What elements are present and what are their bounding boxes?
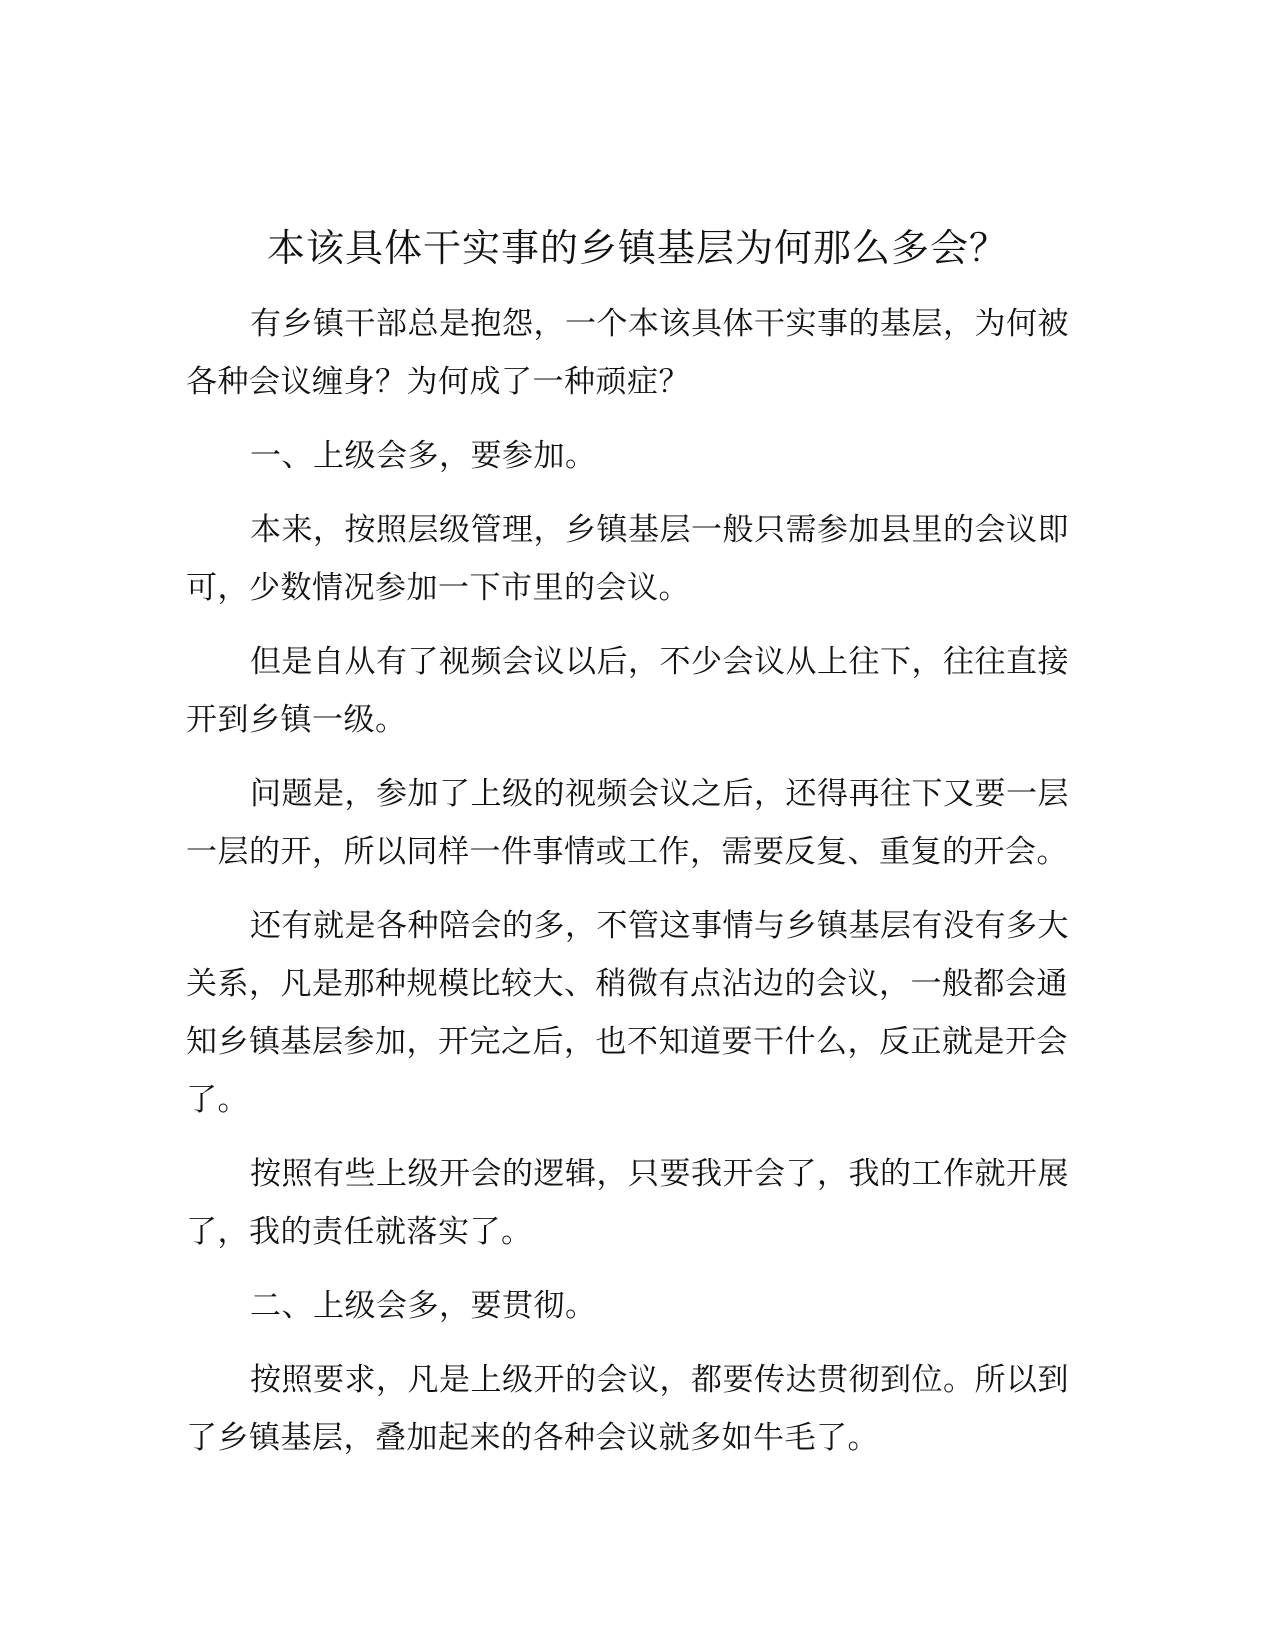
paragraph: 按照有些上级开会的逻辑，只要我开会了，我的工作就开展了，我的责任就落实了。: [186, 1156, 1069, 1250]
document-body: [186, 295, 1081, 1483]
document-title: 本该具体干实事的乡镇基层为何那么多会？: [266, 226, 1008, 270]
section-heading: 一、上级会多，要参加。: [250, 438, 597, 474]
paragraph: 本来，按照层级管理，乡镇基层一般只需参加县里的会议即可，少数情况参加一下市里的会议。: [186, 512, 1069, 606]
paragraph: 有乡镇干部总是抱怨，一个本该具体干实事的基层，为何被各种会议缠身？为何成了一种顽症？: [186, 306, 1069, 400]
paragraph: 但是自从有了视频会议以后，不少会议从上往下，往往直接开到乡镇一级。: [186, 644, 1069, 738]
paragraph: 还有就是各种陪会的多，不管这事情与乡镇基层有没有多大关系，凡是那种规模比较大、稍微有点沾边的会议，一般都会通知乡镇基层参加，开完之后，也不知道要干什么，反正就是开会了。: [186, 908, 1069, 1118]
section-heading: 二、上级会多，要贯彻。: [250, 1288, 597, 1324]
paragraph: 问题是，参加了上级的视频会议之后，还得再往下又要一层一层的开，所以同样一件事情或工作，需要反复、重复的开会。: [186, 776, 1069, 870]
paragraph: 按照要求，凡是上级开的会议，都要传达贯彻到位。所以到了乡镇基层，叠加起来的各种会议就多如牛毛了。: [186, 1362, 1069, 1456]
